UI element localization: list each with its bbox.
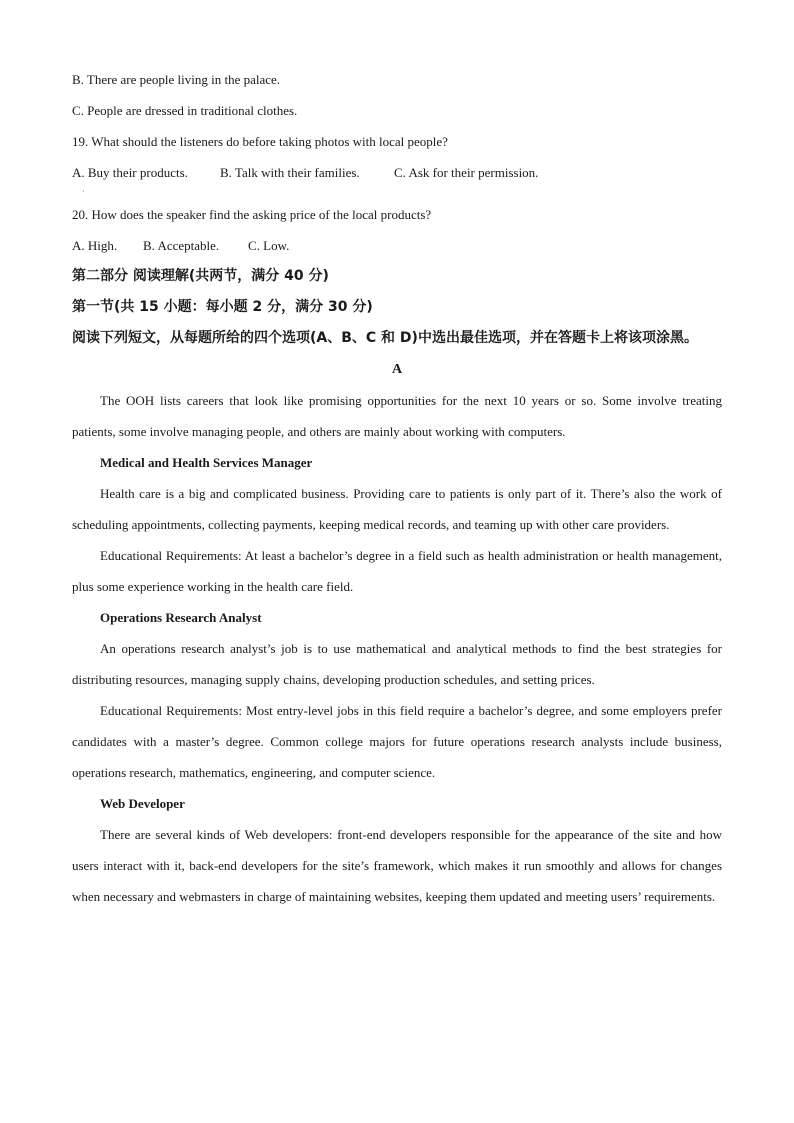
job2-title: Operations Research Analyst: [100, 610, 262, 625]
q20-option-a: A. High.: [72, 238, 118, 253]
q19-option-a: A. Buy their products.: [72, 165, 188, 180]
q20-question: 20. How does the speaker find the asking price of the local products?: [72, 207, 432, 222]
instruction: 阅读下列短文，从每题所给的四个选项(A、B、C 和 D)中选出最佳选项，并在答题卡上将该项涂黑。: [72, 330, 698, 346]
job3-description: There are several kinds of Web developers: front-end developers responsible for the appearance of the site and how users interact with it, back-end developers for the site’s framework, which makes it run smoothly and allows for changes when necessary and webmasters in charge of maintaining websites, keeping them updated and meeting users’ requirements.: [72, 827, 722, 904]
passage-intro: The OOH lists careers that look like promising opportunities for the next 10 years or so. Some involve treating patients, some involve managing people, and others are mainly about working with computers.: [72, 393, 722, 439]
job1-description: Health care is a big and complicated business. Providing care to patients is only part of it. There’s also the work of scheduling appointments, collecting payments, keeping medical records, and teaming up with other care providers.: [72, 486, 722, 532]
section-title: 第一节(共 15 小题：每小题 2 分，满分 30 分): [72, 299, 373, 315]
q19-option-c: C. Ask for their permission.: [394, 165, 539, 180]
job1-title: Medical and Health Services Manager: [100, 455, 313, 470]
q20-option-c: C. Low.: [248, 238, 290, 253]
q19-options: [72, 157, 722, 188]
document-page: [72, 64, 722, 912]
passage-label: A: [391, 362, 403, 377]
q19-question: 19. What should the listeners do before taking photos with local people?: [72, 134, 448, 149]
q20-options: [72, 230, 722, 261]
q20-option-b: B. Acceptable.: [143, 238, 220, 253]
stray-mark: ·: [82, 187, 85, 196]
job2-description: An operations research analyst’s job is to use mathematical and analytical methods to find the best strategies for distributing resources, managing supply chains, developing production schedules, and setting prices.: [72, 641, 722, 687]
q19-option-b: B. Talk with their families.: [220, 165, 360, 180]
q18-option-c: C. People are dressed in traditional clothes.: [72, 103, 298, 118]
part-title: 第二部分 阅读理解(共两节，满分 40 分): [72, 268, 329, 284]
job3-title: Web Developer: [100, 796, 185, 811]
job2-education: Educational Requirements: Most entry-level jobs in this field require a bachelor’s degree, and some employers prefer candidates with a master’s degree. Common college majors for future operations research analysts include business, operations research, mathematics, engineering, and computer science.: [72, 703, 722, 780]
q18-option-b: B. There are people living in the palace.: [72, 72, 281, 87]
job1-education: Educational Requirements: At least a bachelor’s degree in a field such as health administration or health management, plus some experience working in the health care field.: [72, 548, 722, 594]
